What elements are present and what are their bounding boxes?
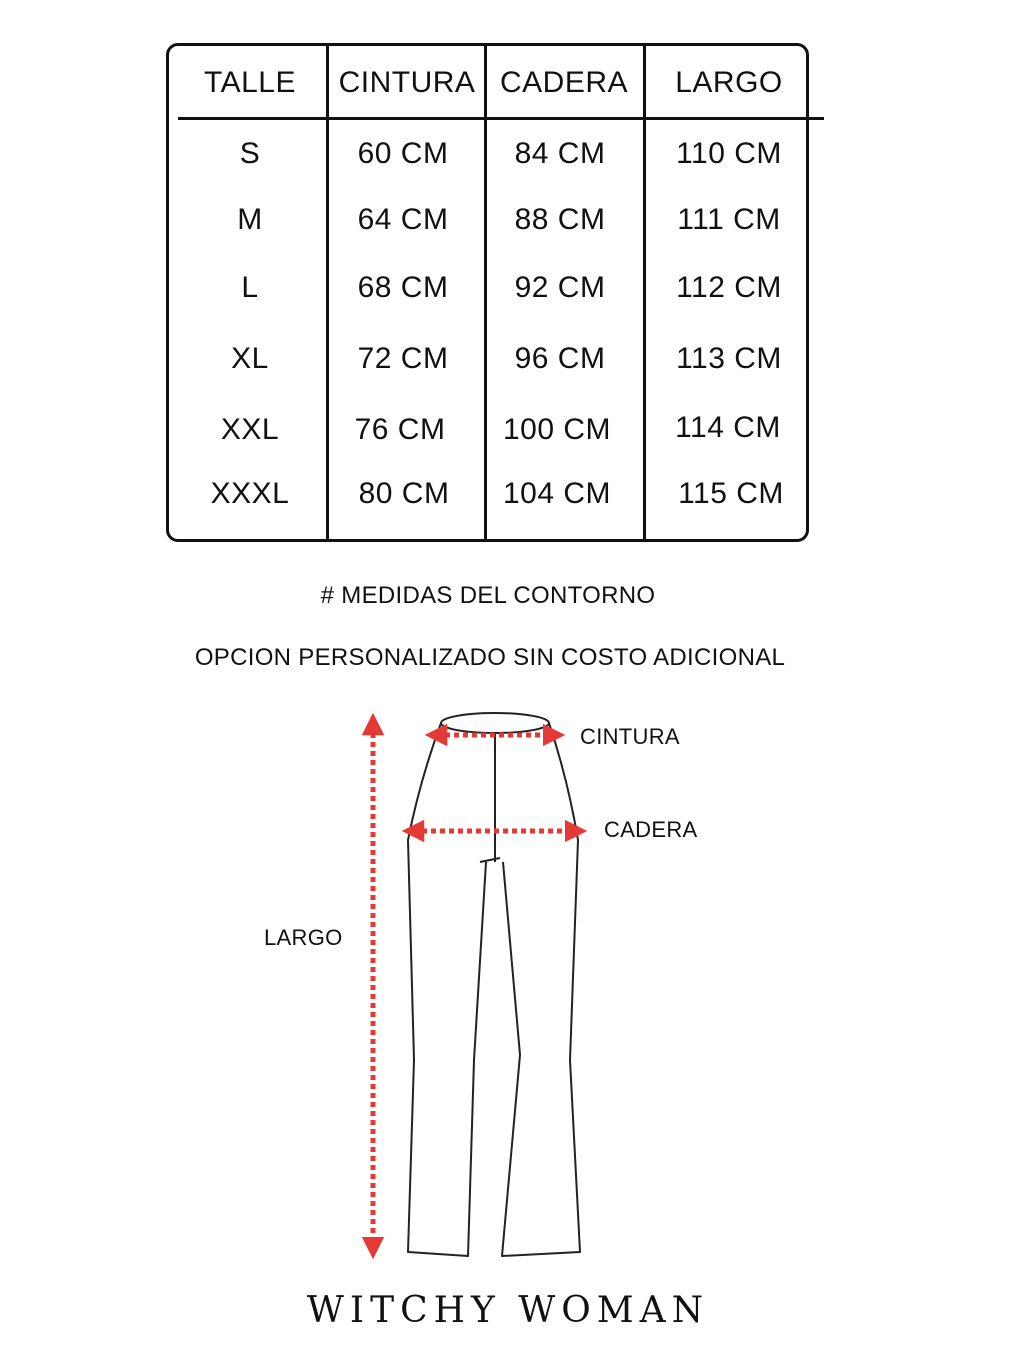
- length-label: LARGO: [264, 925, 343, 950]
- table-cell-hip: 84 CM: [514, 137, 606, 170]
- table-cell-hip: 88 CM: [514, 203, 606, 236]
- table-cell-waist: 64 CM: [357, 203, 449, 236]
- table-cell-length: 111 CM: [677, 203, 781, 236]
- table-cell-length: 112 CM: [676, 271, 782, 304]
- contour-note: # MEDIDAS DEL CONTORNO: [320, 582, 656, 609]
- table-cell-hip: 104 CM: [502, 477, 612, 510]
- table-cell-size: L: [241, 271, 259, 304]
- header-largo: LARGO: [675, 66, 783, 99]
- table-cell-length: 113 CM: [676, 342, 782, 375]
- table-cell-waist: 60 CM: [357, 137, 449, 170]
- header-divider: [178, 117, 824, 120]
- pants-outline: [408, 713, 580, 1256]
- table-cell-hip: 92 CM: [514, 271, 606, 304]
- brand-logo: WITCHY WOMAN: [306, 1290, 710, 1331]
- table-cell-waist: 68 CM: [357, 271, 449, 304]
- pants-diagram: [0, 690, 1024, 1270]
- table-cell-size: XXL: [220, 413, 280, 446]
- table-cell-size: XL: [231, 342, 269, 375]
- custom-option-note: OPCION PERSONALIZADO SIN COSTO ADICIONAL: [194, 644, 786, 671]
- table-cell-waist: 72 CM: [357, 342, 449, 375]
- table-cell-hip: 100 CM: [502, 413, 612, 446]
- waist-label: CINTURA: [580, 724, 680, 749]
- table-cell-size: S: [239, 137, 261, 170]
- header-talle: TALLE: [204, 66, 296, 99]
- header-cintura: CINTURA: [338, 66, 476, 99]
- table-cell-waist: 80 CM: [358, 477, 450, 510]
- header-cadera: CADERA: [499, 66, 629, 99]
- table-cell-length: 110 CM: [676, 137, 782, 170]
- table-cell-hip: 96 CM: [514, 342, 606, 375]
- table-cell-waist: 76 CM: [354, 413, 446, 446]
- hip-label: CADERA: [604, 817, 698, 842]
- table-cell-size: XXXL: [210, 477, 290, 510]
- table-cell-size: M: [237, 203, 263, 236]
- table-cell-length: 114 CM: [675, 411, 781, 444]
- table-cell-length: 115 CM: [678, 477, 784, 510]
